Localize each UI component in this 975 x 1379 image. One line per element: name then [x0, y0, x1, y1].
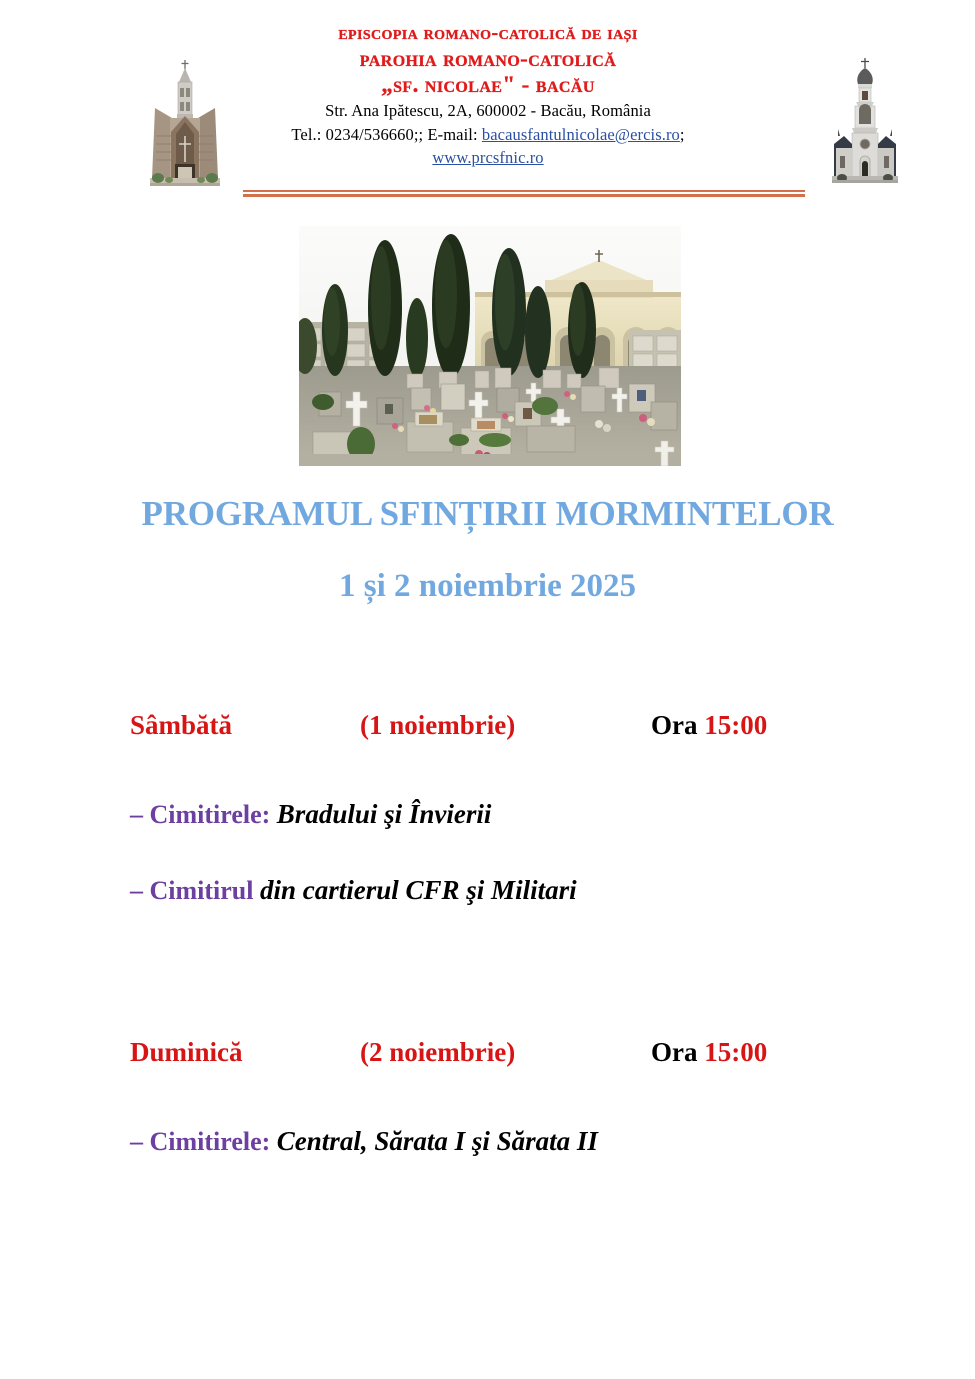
time-label: Ora	[651, 710, 705, 740]
website-link[interactable]: www.prcsfnic.ro	[432, 147, 544, 167]
day-date: (2 noiembrie)	[360, 1037, 516, 1067]
day-time	[651, 710, 767, 741]
cemetery-photograph	[299, 226, 681, 466]
cemetery-names: Central, Sărata I şi Sărata II	[276, 1126, 598, 1156]
day-header	[130, 1037, 930, 1081]
day-date: (1 noiembrie)	[360, 710, 516, 740]
day-name: Sâmbătă	[130, 710, 233, 740]
time-label: Ora	[651, 1037, 705, 1067]
diocese-line: episcopia romano-catolică de iași	[338, 22, 638, 44]
website-line	[243, 146, 733, 169]
day-name: Duminică	[130, 1037, 243, 1067]
baroque-church-tower-logo	[822, 52, 908, 194]
letterhead-text	[243, 22, 733, 169]
cemetery-names: Bradului şi Învierii	[276, 799, 492, 829]
cemetery-entry	[130, 798, 930, 830]
letterhead	[0, 0, 975, 212]
header-divider	[243, 190, 805, 197]
email-suffix: ;	[679, 124, 685, 144]
cemetery-label: – Cimitirul	[130, 876, 254, 906]
cemetery-entry	[130, 874, 930, 906]
contact-line	[243, 123, 733, 146]
parish-line: parohia romano-catolică	[359, 45, 617, 71]
time-value: 15:00	[704, 710, 768, 740]
day-time	[651, 1037, 767, 1068]
cemetery-names: din cartierul CFR şi Militari	[260, 875, 577, 906]
phone-text: Tel.: 0234/536660;; E-mail:	[291, 124, 482, 144]
email-link[interactable]: bacausfantulnicolae@ercis.ro	[481, 124, 680, 144]
cemetery-entry	[130, 1125, 930, 1157]
cemetery-label: – Cimitirele:	[130, 800, 271, 829]
parish-name-line: „sf. nicolae" - bacău	[381, 72, 595, 98]
address-line: Str. Ana Ipătescu, 2A, 600002 - Bacău, România	[325, 101, 651, 121]
page-title: PROGRAMUL SFINȚIRII MORMINTELOR	[141, 494, 834, 533]
modern-church-building-logo	[142, 52, 228, 194]
day-header	[130, 710, 930, 754]
schedule-day-sunday	[130, 1037, 930, 1157]
page-subtitle-date: 1 și 2 noiembrie 2025	[339, 568, 636, 604]
cemetery-label: – Cimitirele:	[130, 1127, 271, 1156]
schedule-day-saturday	[130, 710, 930, 907]
time-value: 15:00	[704, 1037, 768, 1067]
